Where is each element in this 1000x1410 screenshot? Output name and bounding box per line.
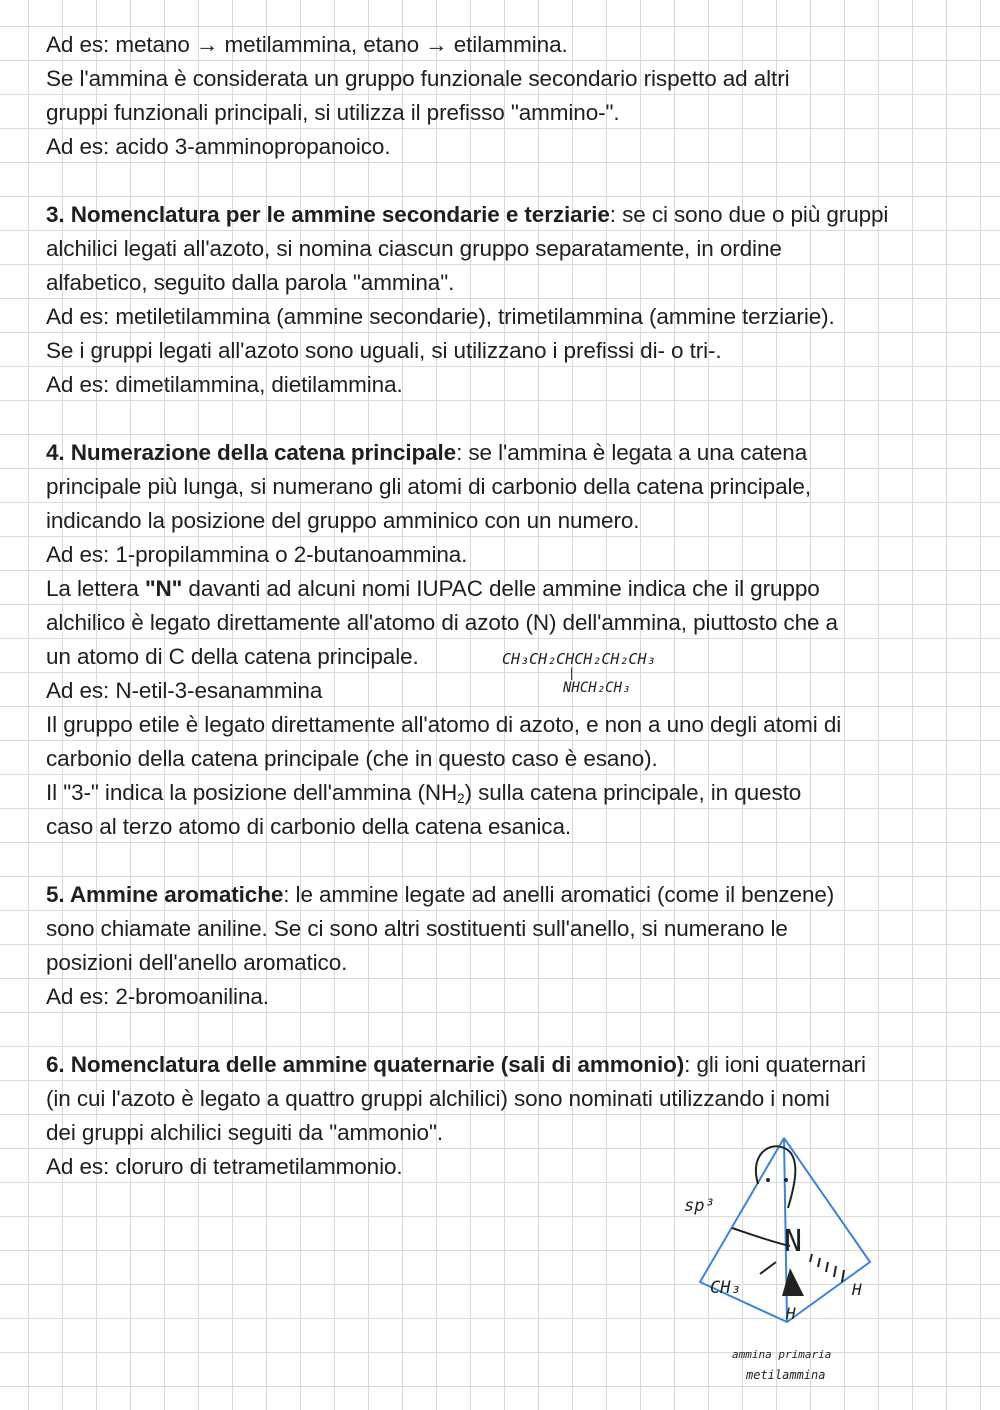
- section-4-first-line: 4. Numerazione della catena principale: se l'ammina è legata a una catena: [46, 440, 808, 465]
- text-line: gruppi funzionali principali, si utilizza il prefisso "ammino-".: [46, 100, 620, 125]
- text-line: Se i gruppi legati all'azoto sono uguali, si utilizzano i prefissi di- o tri-.: [46, 338, 722, 363]
- text-line: Ad es: 1-propilammina o 2-butanoammina.: [46, 542, 468, 567]
- section-5-heading: 5. Ammine aromatiche: [46, 882, 284, 907]
- tetrahedral-amine-diagram: [680, 1130, 880, 1400]
- text-line: Ad es: cloruro di tetrametilammonio.: [46, 1154, 403, 1179]
- diagram-caption-2: metilammina: [746, 1368, 826, 1382]
- section-3-first-line: 3. Nomenclatura per le ammine secondarie e terziarie: se ci sono due o più gruppi: [46, 202, 889, 227]
- text-line: caso al terzo atomo di carbonio della catena esanica.: [46, 814, 572, 839]
- text-line: alchilico è legato direttamente all'atomo di azoto (N) dell'ammina, piuttosto che a: [46, 610, 838, 635]
- text-line: Se l'ammina è considerata un gruppo funzionale secondario rispetto ad altri: [46, 66, 790, 91]
- h-bottom-label: H: [786, 1304, 796, 1323]
- text-line: alfabetico, seguito dalla parola "ammina".: [46, 270, 455, 295]
- text-line: sono chiamate aniline. Se ci sono altri sostituenti sull'anello, si numerano le: [46, 916, 788, 941]
- handwritten-formula-main: CH₃CH₂CHCH₂CH₂CH₃: [502, 650, 656, 668]
- formula-bond-mark: |: [568, 666, 576, 680]
- text-line: La lettera "N" davanti ad alcuni nomi IUPAC delle ammine indica che il gruppo: [46, 576, 820, 601]
- ch3-label: CH₃: [710, 1278, 741, 1298]
- text-line: Ad es: acido 3-amminopropanoico.: [46, 134, 391, 159]
- text-line: principale più lunga, si numerano gli atomi di carbonio della catena principale,: [46, 474, 811, 499]
- section-4-heading: 4. Numerazione della catena principale: [46, 440, 457, 465]
- text-line: carbonio della catena principale (che in questo caso è esano).: [46, 746, 658, 771]
- h-right-label: H: [852, 1280, 862, 1299]
- text-line: posizioni dell'anello aromatico.: [46, 950, 348, 975]
- handwritten-formula-sub: NHCH₂CH₃: [563, 680, 631, 696]
- text-line: alchilici legati all'azoto, si nomina ciascun gruppo separatamente, in ordine: [46, 236, 782, 261]
- text-line: Ad es: N-etil-3-esanammina: [46, 678, 323, 703]
- text-line: Ad es: metiletilammina (ammine secondarie), trimetilammina (ammine terziarie).: [46, 304, 835, 329]
- text-line: un atomo di C della catena principale.: [46, 644, 419, 669]
- text-line: indicando la posizione del gruppo amminico con un numero.: [46, 508, 640, 533]
- text-line: Ad es: metano → metilammina, etano → etilammina.: [46, 32, 568, 57]
- text-line: Il "3-" indica la posizione dell'ammina $(NH_2)$ sulla catena principale, in questo: [46, 780, 802, 806]
- section-6-heading: 6. Nomenclatura delle ammine quaternarie (sali di ammonio): [46, 1052, 685, 1077]
- nitrogen-label: N: [784, 1224, 803, 1259]
- diagram-caption-1: ammina primaria: [732, 1348, 832, 1361]
- text-line: Ad es: dimetilammina, dietilammina.: [46, 372, 403, 397]
- notes-page: [46, 28, 966, 1184]
- section-3-heading: 3. Nomenclatura per le ammine secondarie e terziarie: [46, 202, 610, 227]
- text-line: Il gruppo etile è legato direttamente all'atomo di azoto, e non a uno degli atomi di: [46, 712, 842, 737]
- section-5-first-line: 5. Ammine aromatiche: le ammine legate ad anelli aromatici (come il benzene): [46, 882, 835, 907]
- text-line: Ad es: 2-bromoanilina.: [46, 984, 269, 1009]
- sp3-label: sp³: [684, 1196, 715, 1216]
- section-6-first-line: 6. Nomenclatura delle ammine quaternarie (sali di ammonio): gli ioni quaternari: [46, 1052, 866, 1077]
- text-line: (in cui l'azoto è legato a quattro gruppi alchilici) sono nominati utilizzando i nomi: [46, 1086, 830, 1111]
- text-line: dei gruppi alchilici seguiti da "ammonio".: [46, 1120, 443, 1145]
